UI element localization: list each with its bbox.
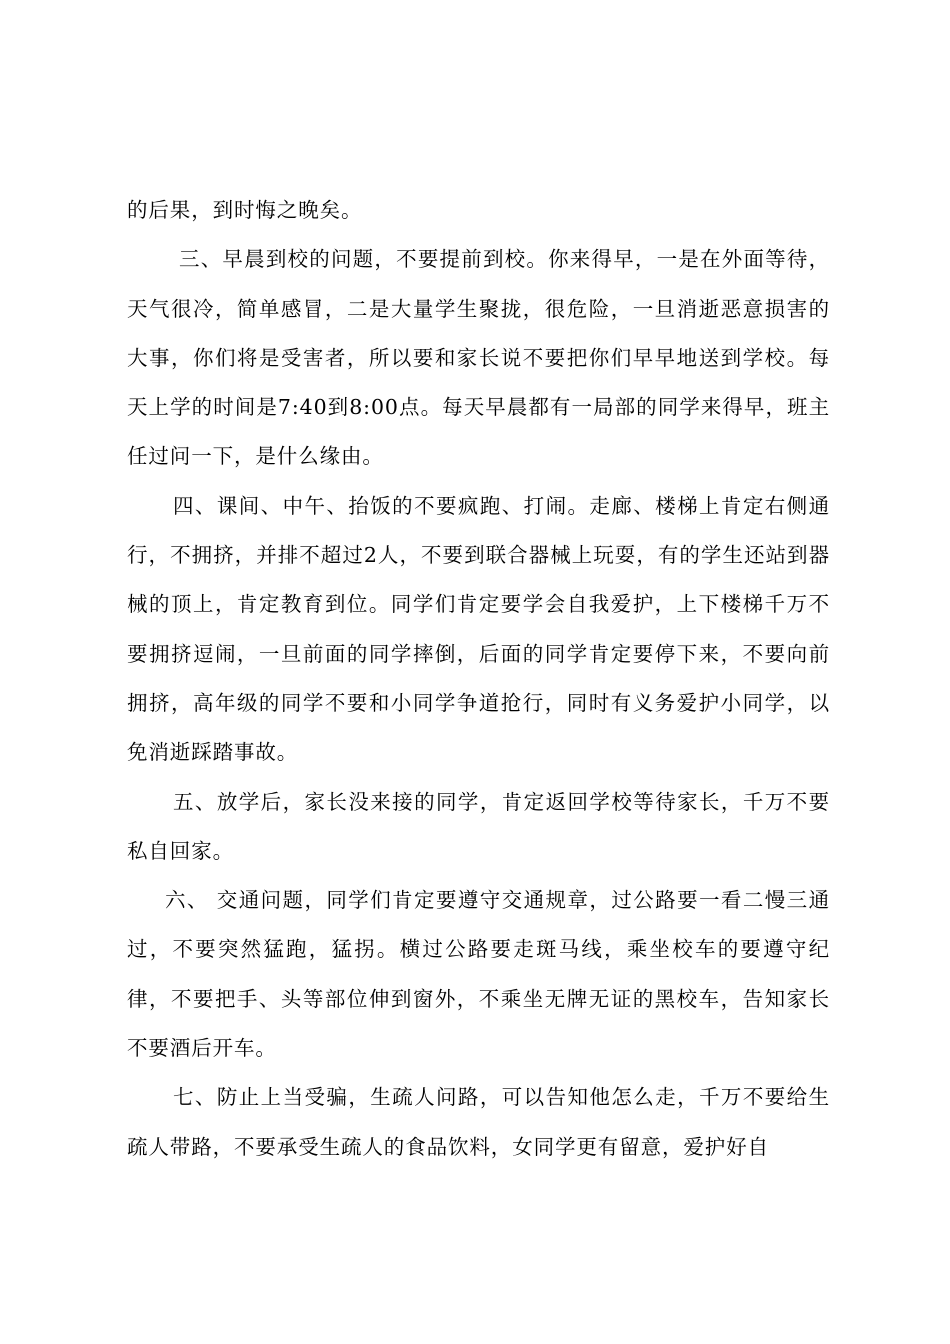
paragraph-item-7-strangers: 七、防止上当受骗，生疏人问路，可以告知他怎么走，千万不要给生疏人带路，不要承受生疏人的食品饮料，女同学更有留意，爱护好自 [127,1085,830,1159]
paragraph-item-4-recess: 四、课间、中午、抬饭的不要疯跑、打闹。走廊、楼梯上肯定右侧通行，不拥挤，并排不超过2人，不要到联合器械上玩耍，有的学生还站到器械的顶上，肯定教育到位。同学们肯定要学会自我爱护，上下楼梯千万不要拥挤逗闹，一旦前面的同学摔倒，后面的同学肯定要停下来，不要向前拥挤，高年级的同学不要和小同学争道抢行，同时有义务爱护小同学，以免消逝踩踏事故。 [127,493,830,765]
paragraph-continuation: 的后果，到时悔之晚矣。 [127,198,363,222]
paragraph-item-5-dismissal: 五、放学后，家长没来接的同学，肯定返回学校等待家长，千万不要私自回家。 [127,789,830,863]
paragraph-item-6-traffic: 六、 交通问题，同学们肯定要遵守交通规章，过公路要一看二慢三通过，不要突然猛跑，猛拐。横过公路要走斑马线，乘坐校车的要遵守纪律，不要把手、头等部位伸到窗外，不乘坐无牌无证的黑校车，告知家长不要酒后开车。 [127,888,830,1061]
document-body [127,186,830,1172]
paragraph-item-3-arrival: 三、早晨到校的问题，不要提前到校。你来得早，一是在外面等待，天气很冷，简单感冒，二是大量学生聚拢，很危险，一旦消逝恶意损害的大事，你们将是受害者，所以要和家长说不要把你们早早地送到学校。每天上学的时间是7:40到8:00点。每天早晨都有一局部的同学来得早，班主任过问一下，是什么缘由。 [127,247,830,469]
